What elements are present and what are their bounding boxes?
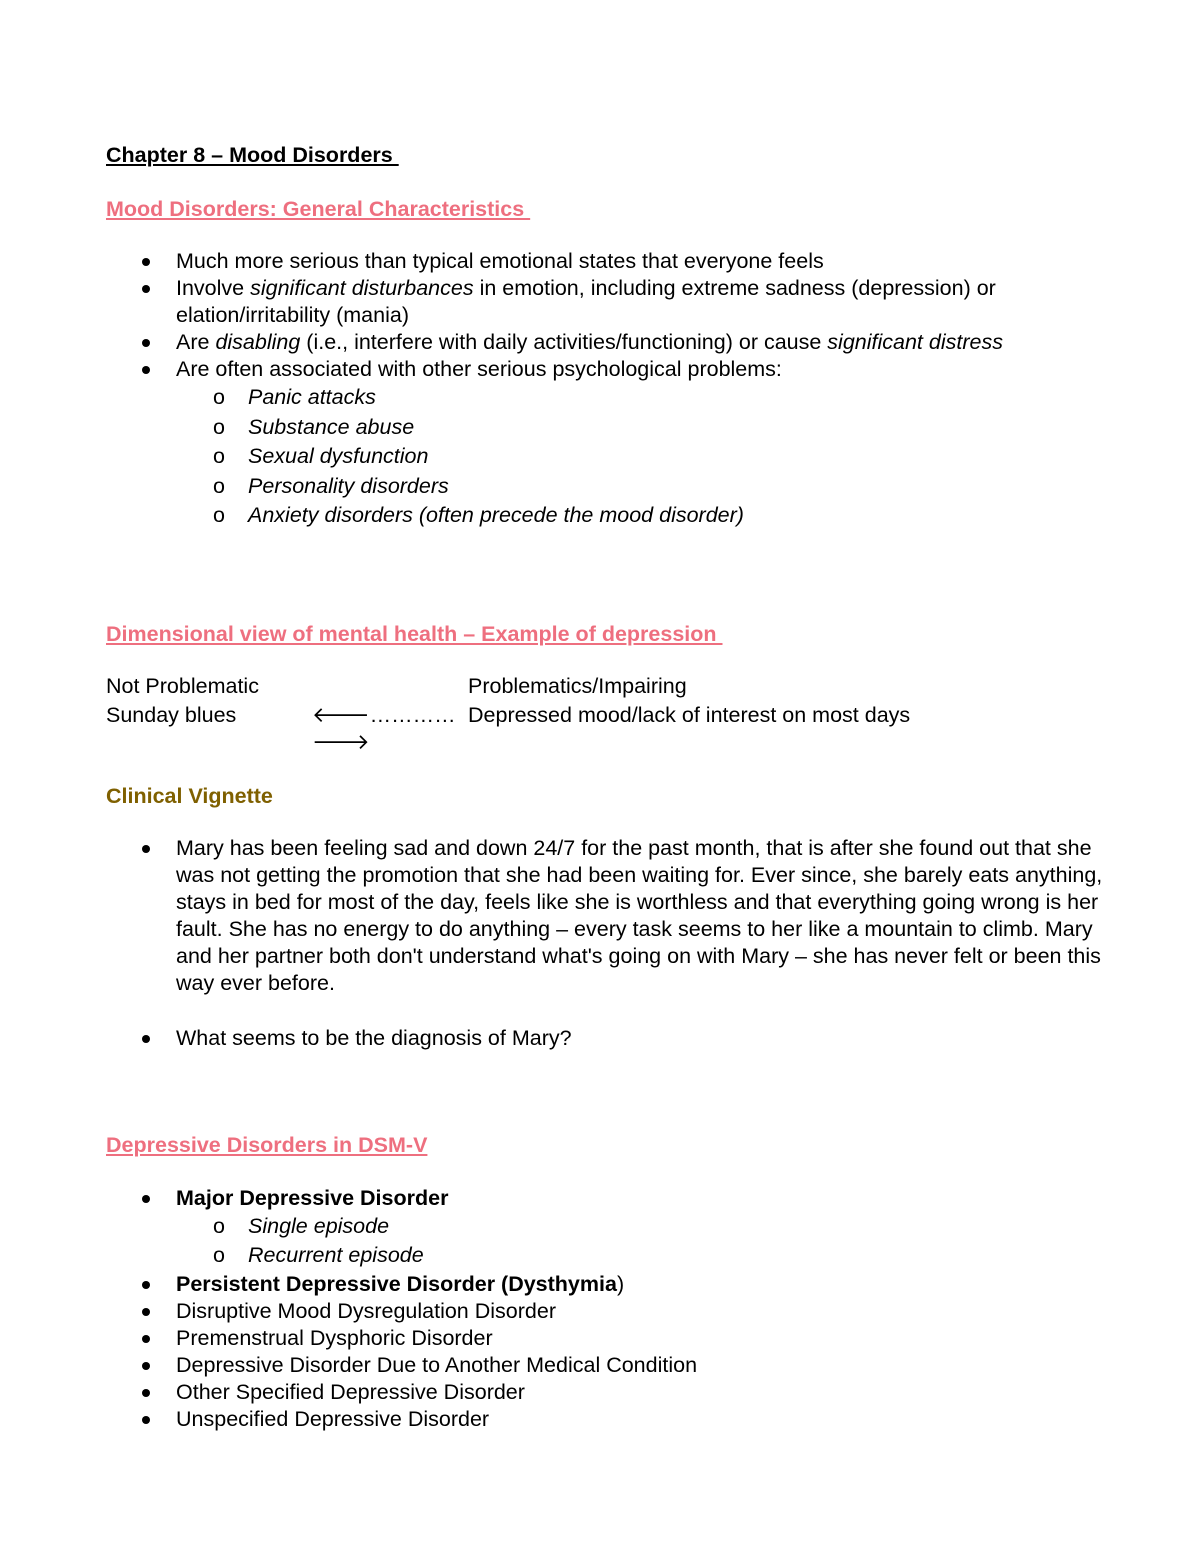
list-item: Unspecified Depressive Disorder bbox=[106, 1406, 1106, 1433]
clinical-vignette-list bbox=[106, 835, 1106, 1052]
section-heading-general-characteristics: Mood Disorders: General Characteristics bbox=[106, 197, 531, 221]
dimension-arrow: 🡐…………🡒 bbox=[312, 702, 456, 754]
list-item: Disruptive Mood Dysregulation Disorder bbox=[106, 1298, 1106, 1325]
sub-list-item: o Substance abuse bbox=[106, 413, 1106, 443]
list-item: Are often associated with other serious psychological problems: bbox=[106, 356, 1106, 383]
not-problematic-label: Not Problematic bbox=[106, 673, 259, 698]
sub-list-item: o Single episode bbox=[106, 1212, 1106, 1242]
list-item: Much more serious than typical emotional states that everyone feels bbox=[106, 248, 1106, 275]
dimension-header-row bbox=[106, 673, 1106, 700]
list-item: Other Specified Depressive Disorder bbox=[106, 1379, 1106, 1406]
sunday-blues-label: Sunday blues bbox=[106, 702, 237, 727]
dimension-value-row bbox=[106, 702, 1106, 756]
sub-list-item: o Anxiety disorders (often precede the mood disorder) bbox=[106, 501, 1106, 531]
problematic-label: Problematics/Impairing bbox=[468, 673, 687, 698]
list-item-major-depressive-disorder: Major Depressive Disorder bbox=[106, 1185, 1106, 1212]
list-item: Are disabling (i.e., interfere with daily activities/functioning) or cause significant distress bbox=[106, 329, 1106, 356]
list-item: Involve significant disturbances in emotion, including extreme sadness (depression) or elation/irritability (mania) bbox=[106, 275, 1106, 329]
section-heading-dimensional-view: Dimensional view of mental health – Example of depression bbox=[106, 621, 723, 646]
chapter-title: Chapter 8 – Mood Disorders bbox=[106, 143, 399, 167]
section-heading-depressive-disorders: Depressive Disorders in DSM-V bbox=[106, 1132, 428, 1157]
vignette-question: What seems to be the diagnosis of Mary? bbox=[106, 1025, 1106, 1052]
sub-list-item: o Personality disorders bbox=[106, 472, 1106, 502]
vignette-text: Mary has been feeling sad and down 24/7 for the past month, that is after she found out that she was not getting the promotion that she had been waiting for. Ever since, she barely eats anything, stays in bed for most of the day, feels like she is worthless and that everything going wrong is her fault. She has no energy to do anything – every task seems to her like a mountain to climb. Mary and her partner both don't understand what's going on with Mary – she has never felt or been this way ever before. bbox=[106, 835, 1106, 997]
sub-list-item: o Panic attacks bbox=[106, 383, 1106, 413]
list-item-persistent-depressive-disorder: Persistent Depressive Disorder (Dysthymia) bbox=[106, 1271, 1106, 1298]
sub-list-item: o Sexual dysfunction bbox=[106, 442, 1106, 472]
sub-list-item: o Recurrent episode bbox=[106, 1241, 1106, 1271]
document-page bbox=[106, 140, 1106, 1433]
list-item: Depressive Disorder Due to Another Medical Condition bbox=[106, 1352, 1106, 1379]
depressed-mood-label: Depressed mood/lack of interest on most days bbox=[468, 702, 911, 727]
section-heading-clinical-vignette: Clinical Vignette bbox=[106, 783, 273, 808]
general-characteristics-list bbox=[106, 248, 1106, 531]
list-item: Premenstrual Dysphoric Disorder bbox=[106, 1325, 1106, 1352]
depressive-disorders-list bbox=[106, 1185, 1106, 1433]
